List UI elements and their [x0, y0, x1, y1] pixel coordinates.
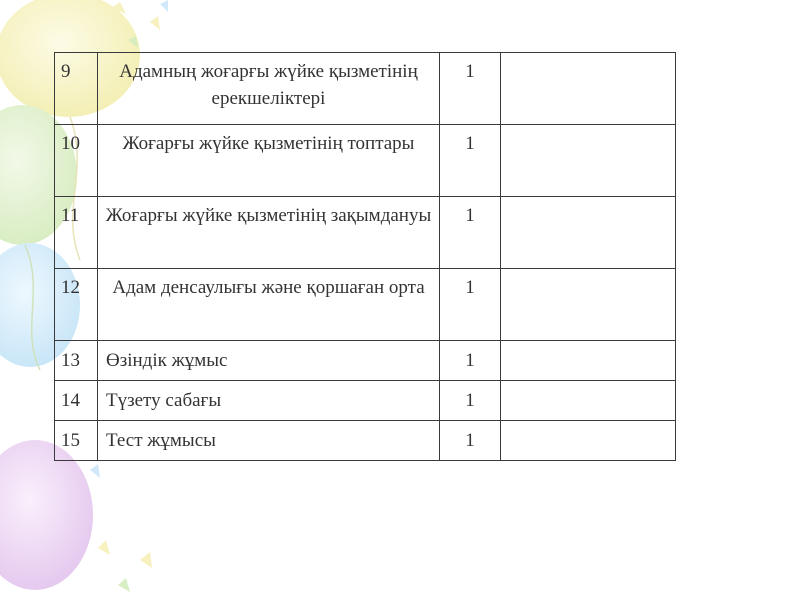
table-row [55, 197, 676, 269]
table-row [55, 53, 676, 125]
table-row [55, 341, 676, 381]
row-extra [501, 197, 676, 269]
row-number: 9 [55, 53, 98, 125]
row-topic: Жоғарғы жүйке қызметінің топтары [98, 125, 440, 197]
row-number: 11 [55, 197, 98, 269]
row-hours: 1 [440, 341, 501, 381]
row-extra [501, 125, 676, 197]
row-number: 15 [55, 421, 98, 461]
table-row [55, 421, 676, 461]
topics-table [54, 52, 676, 461]
table-row [55, 381, 676, 421]
row-topic: Түзету сабағы [98, 381, 440, 421]
row-number: 10 [55, 125, 98, 197]
row-hours: 1 [440, 381, 501, 421]
row-extra [501, 381, 676, 421]
row-hours: 1 [440, 269, 501, 341]
row-topic: Адам денсаулығы және қоршаған орта [98, 269, 440, 341]
row-number: 12 [55, 269, 98, 341]
row-extra [501, 421, 676, 461]
row-topic: Өзіндік жұмыс [98, 341, 440, 381]
row-topic: Жоғарғы жүйке қызметінің зақымдануы [98, 197, 440, 269]
balloon-purple [0, 440, 93, 590]
row-hours: 1 [440, 421, 501, 461]
row-extra [501, 269, 676, 341]
row-number: 13 [55, 341, 98, 381]
row-hours: 1 [440, 125, 501, 197]
row-extra [501, 53, 676, 125]
row-topic: Тест жұмысы [98, 421, 440, 461]
row-topic: Адамның жоғарғы жүйке қызметінің ерекшеліктері [98, 53, 440, 125]
row-hours: 1 [440, 197, 501, 269]
row-extra [501, 341, 676, 381]
row-hours: 1 [440, 53, 501, 125]
table-row [55, 269, 676, 341]
row-number: 14 [55, 381, 98, 421]
table-row [55, 125, 676, 197]
